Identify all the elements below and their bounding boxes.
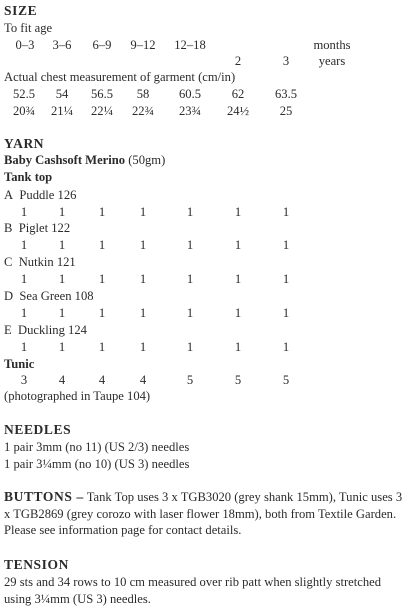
quantity-cell: 5 [234,373,242,387]
quantity-cell: 3 [20,373,28,387]
colour-d-label [4,288,94,304]
tank-top-label: Tank top [4,170,53,184]
colour-e-label [4,322,87,338]
buttons-text: Tank Top uses 3 x TGB3020 (grey shank 15mm), Tunic uses 3 x TGB2869 (grey corozo with laser flower 18mm), both from Textile Garden. Please see information page for contact details. [4,490,403,537]
yarn-weight: (50gm) [128,153,166,167]
age-cell: 3–6 [52,38,72,52]
age-cell: 3 [282,54,290,68]
needle-line: 1 pair 3mm (no 11) (US 2/3) needles [4,440,190,454]
chest-cm-cell: 52.5 [12,87,36,101]
age-cell: 6–9 [92,38,112,52]
months-label: months [313,38,351,52]
quantity-cell: 1 [186,340,194,354]
colour-letter: C [4,255,13,269]
chest-cm-cell: 54 [55,87,69,101]
quantity-cell: 4 [139,373,147,387]
quantity-cell: 5 [186,373,194,387]
quantity-cell: 1 [282,238,290,252]
buttons-paragraph [4,489,406,539]
quantity-cell: 1 [282,306,290,320]
chest-in-cell: 22¼ [90,104,114,118]
colour-name: Sea Green 108 [19,289,94,303]
age-cell: 9–12 [130,38,156,52]
colour-letter: B [4,221,13,235]
quantity-cell: 1 [186,205,194,219]
colour-b-label [4,220,70,236]
chest-in-cell: 21¼ [50,104,74,118]
chest-cm-cell: 60.5 [178,87,202,101]
chest-cm-cell: 56.5 [90,87,114,101]
quantity-cell: 4 [58,373,66,387]
quantity-cell: 1 [58,272,66,286]
quantity-cell: 1 [186,306,194,320]
age-cell: 2 [234,54,242,68]
colour-letter: D [4,289,14,303]
colour-name: Puddle 126 [19,188,77,202]
quantity-cell: 1 [98,306,106,320]
colour-name: Duckling 124 [18,323,87,337]
buttons-heading: BUTTONS – [4,489,84,504]
quantity-cell: 1 [139,272,147,286]
chest-cm-cell: 58 [136,87,150,101]
to-fit-age-label: To fit age [4,21,53,35]
chest-measurement-label: Actual chest measurement of garment (cm/in) [4,70,236,84]
quantity-cell: 1 [139,340,147,354]
age-cell: 0–3 [15,38,35,52]
colour-letter: A [4,188,14,202]
yarn-heading: YARN [4,136,45,151]
quantity-cell: 1 [20,205,28,219]
quantity-cell: 1 [98,340,106,354]
quantity-cell: 1 [139,306,147,320]
quantity-cell: 5 [282,373,290,387]
quantity-cell: 1 [139,238,147,252]
quantity-cell: 1 [20,272,28,286]
quantity-cell: 1 [234,306,242,320]
quantity-cell: 1 [58,205,66,219]
quantity-cell: 1 [282,205,290,219]
quantity-cell: 1 [58,340,66,354]
quantity-cell: 1 [186,238,194,252]
colour-name: Piglet 122 [18,221,71,235]
tunic-label: Tunic [4,357,35,371]
quantity-cell: 1 [234,272,242,286]
needles-heading: NEEDLES [4,422,72,437]
quantity-cell: 1 [282,340,290,354]
quantity-cell: 4 [98,373,106,387]
quantity-cell: 1 [98,205,106,219]
quantity-cell: 1 [20,306,28,320]
quantity-cell: 1 [234,340,242,354]
colour-letter: E [4,323,12,337]
quantity-cell: 1 [58,238,66,252]
yarn-name-line [4,152,165,168]
quantity-cell: 1 [98,238,106,252]
age-cell: 12–18 [174,38,206,52]
quantity-cell: 1 [234,238,242,252]
chest-in-cell: 24½ [226,104,250,118]
quantity-cell: 1 [20,238,28,252]
chest-in-cell: 25 [279,104,293,118]
yarn-name: Baby Cashsoft Merino [4,153,126,167]
chest-in-cell: 22¾ [131,104,155,118]
quantity-cell: 1 [58,306,66,320]
chest-in-cell: 20¾ [12,104,36,118]
tension-heading: TENSION [4,557,69,572]
years-label: years [318,54,346,68]
tunic-note: (photographed in Taupe 104) [4,389,151,403]
quantity-cell: 1 [98,272,106,286]
quantity-cell: 1 [234,205,242,219]
quantity-cell: 1 [282,272,290,286]
colour-name: Nutkin 121 [18,255,76,269]
colour-a-label [4,187,76,203]
chest-cm-cell: 62 [231,87,245,101]
quantity-cell: 1 [139,205,147,219]
quantity-cell: 1 [186,272,194,286]
colour-c-label [4,254,76,270]
chest-cm-cell: 63.5 [274,87,298,101]
tension-text: 29 sts and 34 rows to 10 cm measured over rib patt when slightly stretched using 3¼mm (US 3) needles. [4,575,382,606]
size-heading: SIZE [4,3,38,18]
quantity-cell: 1 [20,340,28,354]
needle-line: 1 pair 3¼mm (no 10) (US 3) needles [4,457,190,471]
chest-in-cell: 23¾ [178,104,202,118]
